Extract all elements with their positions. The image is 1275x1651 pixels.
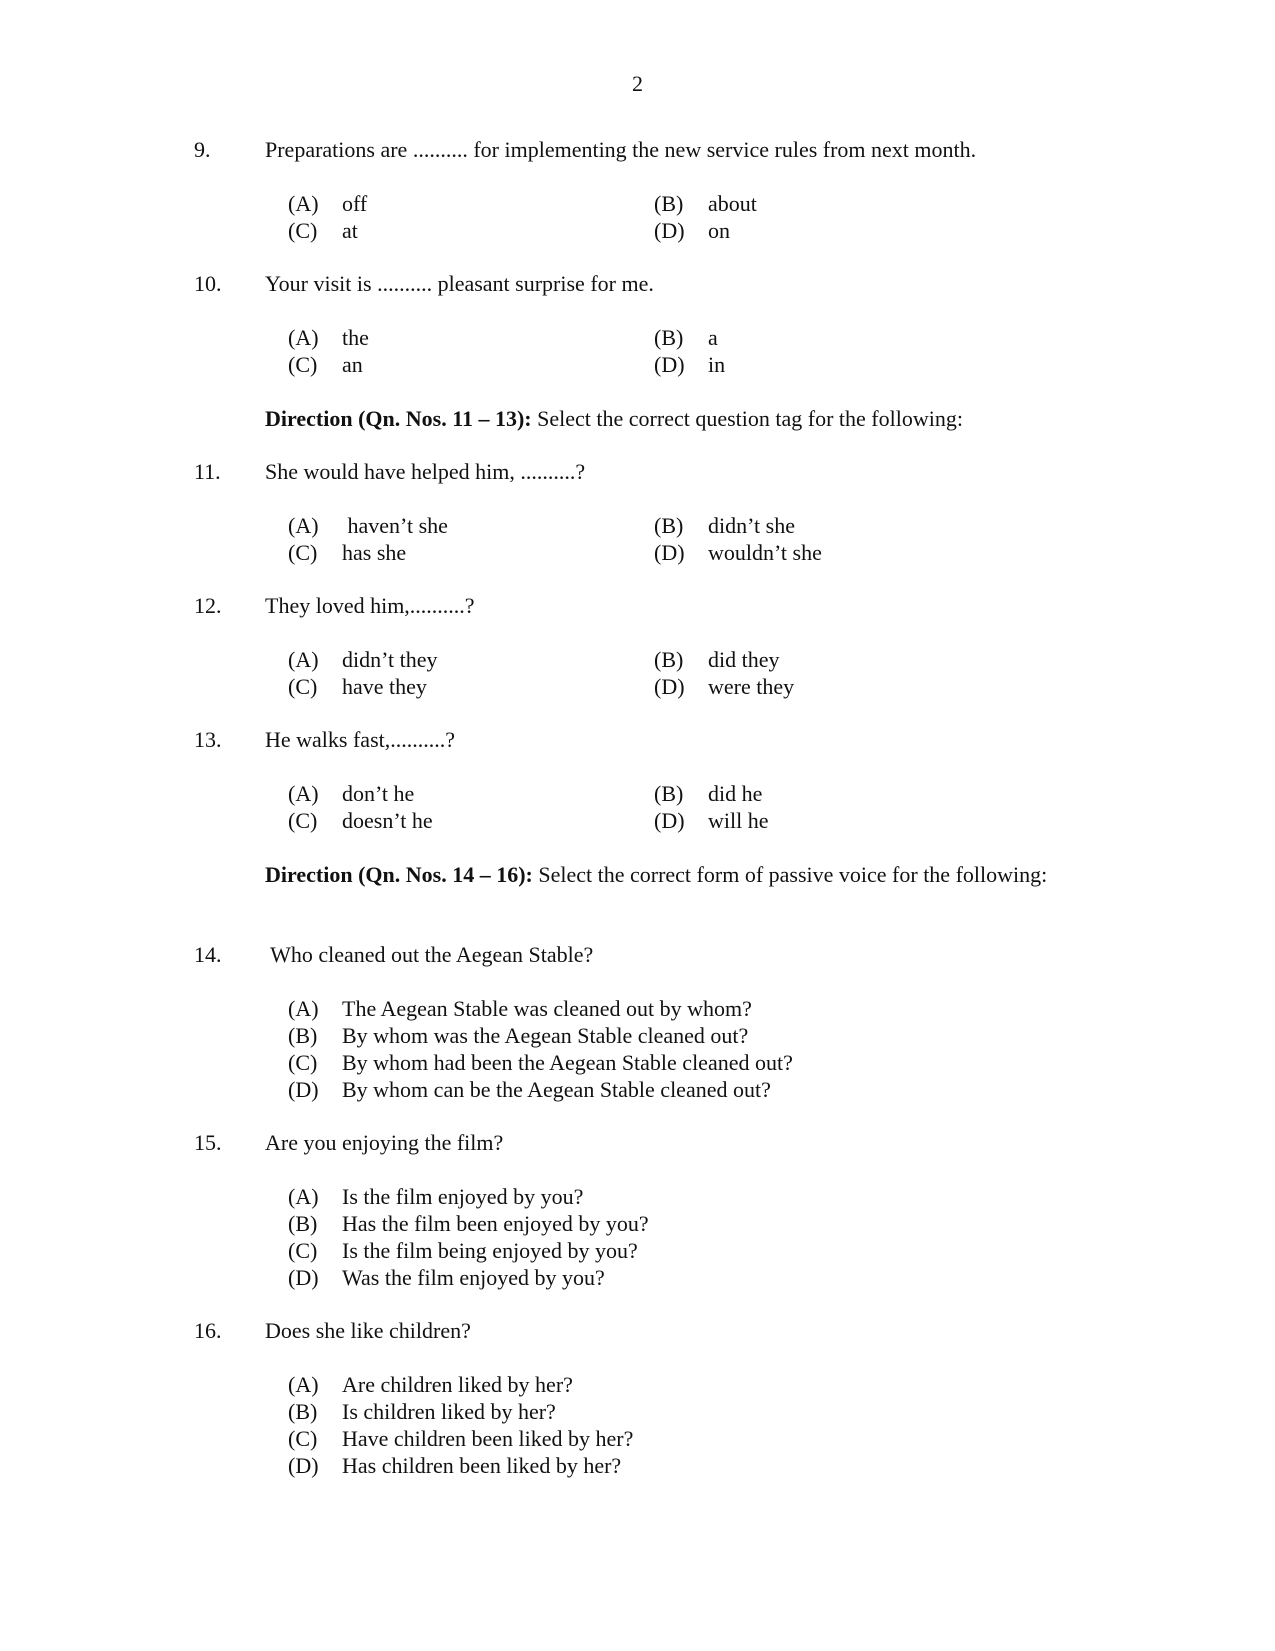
option-text: an bbox=[342, 352, 363, 377]
option-text: By whom can be the Aegean Stable cleaned out? bbox=[342, 1077, 771, 1102]
question-number: 14. bbox=[194, 942, 222, 967]
option-text: on bbox=[708, 218, 730, 243]
option-text: about bbox=[708, 191, 757, 216]
option-c bbox=[288, 807, 433, 834]
option-letter: (B) bbox=[654, 513, 684, 538]
question-text: Does she like children? bbox=[265, 1318, 471, 1343]
option-letter: (B) bbox=[654, 191, 684, 216]
direction-text: Select the correct form of passive voice for the following: bbox=[532, 862, 1048, 887]
option-letter: (A) bbox=[288, 647, 319, 672]
option-text: in bbox=[708, 352, 726, 377]
option-text: did they bbox=[708, 647, 780, 672]
option-letter: (D) bbox=[288, 1077, 319, 1102]
option-letter: (D) bbox=[288, 1265, 319, 1290]
question-text: Your visit is .......... pleasant surprise for me. bbox=[265, 271, 654, 296]
question-text: He walks fast,..........? bbox=[265, 727, 456, 752]
option-letter: (B) bbox=[288, 1211, 318, 1236]
direction-14-16 bbox=[265, 861, 1084, 888]
option-b bbox=[654, 324, 718, 351]
direction-11-13 bbox=[265, 405, 1084, 432]
option-b bbox=[654, 190, 757, 217]
option-text: did he bbox=[708, 781, 763, 806]
option-letter: (A) bbox=[288, 1372, 319, 1397]
option-a bbox=[288, 324, 369, 351]
option-b bbox=[654, 512, 795, 539]
direction-label: Direction (Qn. Nos. 11 – 13): bbox=[265, 406, 532, 431]
option-letter: (A) bbox=[288, 1184, 319, 1209]
option-a bbox=[288, 512, 448, 539]
option-letter: (B) bbox=[288, 1399, 318, 1424]
option-letter: (D) bbox=[654, 352, 685, 377]
option-a bbox=[288, 995, 752, 1022]
option-letter: (C) bbox=[288, 1050, 318, 1075]
question-number: 12. bbox=[194, 593, 222, 618]
option-letter: (D) bbox=[288, 1453, 319, 1478]
option-text: didn’t they bbox=[342, 647, 438, 672]
question-number: 15. bbox=[194, 1130, 222, 1155]
option-b bbox=[288, 1398, 556, 1425]
option-text: Has the film been enjoyed by you? bbox=[342, 1211, 649, 1236]
question-number: 11. bbox=[194, 459, 221, 484]
option-letter: (D) bbox=[654, 218, 685, 243]
question-text: Who cleaned out the Aegean Stable? bbox=[265, 942, 594, 967]
option-c bbox=[288, 1425, 633, 1452]
option-d bbox=[654, 673, 794, 700]
option-text: didn’t she bbox=[708, 513, 795, 538]
option-c bbox=[288, 539, 406, 566]
option-d bbox=[654, 217, 730, 244]
option-text: Have children been liked by her? bbox=[342, 1426, 634, 1451]
option-text: a bbox=[708, 325, 718, 350]
option-c bbox=[288, 1049, 793, 1076]
option-letter: (B) bbox=[288, 1023, 318, 1048]
option-text: will he bbox=[708, 808, 769, 833]
option-text: The Aegean Stable was cleaned out by whom? bbox=[342, 996, 752, 1021]
option-d bbox=[288, 1076, 771, 1103]
option-text: at bbox=[342, 218, 358, 243]
option-text: doesn’t he bbox=[342, 808, 433, 833]
question-text: Preparations are .......... for implementing the new service rules from next month. bbox=[265, 137, 977, 162]
option-text: Are children liked by her? bbox=[342, 1372, 573, 1397]
option-c bbox=[288, 673, 427, 700]
option-text: were they bbox=[708, 674, 795, 699]
option-text: has she bbox=[342, 540, 407, 565]
option-d bbox=[654, 807, 769, 834]
option-letter: (D) bbox=[654, 674, 685, 699]
option-text: haven’t she bbox=[342, 513, 448, 538]
option-a bbox=[288, 780, 414, 807]
option-d bbox=[288, 1264, 605, 1291]
option-b bbox=[654, 646, 780, 673]
direction-label: Direction (Qn. Nos. 14 – 16): bbox=[265, 862, 533, 887]
option-text: wouldn’t she bbox=[708, 540, 822, 565]
option-b bbox=[288, 1022, 748, 1049]
question-number: 13. bbox=[194, 727, 222, 752]
option-letter: (A) bbox=[288, 781, 319, 806]
option-letter: (D) bbox=[654, 808, 685, 833]
option-letter: (D) bbox=[654, 540, 685, 565]
option-letter: (B) bbox=[654, 781, 684, 806]
option-text: don’t he bbox=[342, 781, 415, 806]
option-d bbox=[288, 1452, 621, 1479]
question-number: 9. bbox=[194, 137, 211, 162]
option-a bbox=[288, 190, 367, 217]
option-letter: (A) bbox=[288, 191, 319, 216]
option-text: By whom had been the Aegean Stable cleaned out? bbox=[342, 1050, 793, 1075]
option-letter: (C) bbox=[288, 808, 318, 833]
option-text: the bbox=[342, 325, 369, 350]
option-text: Is the film being enjoyed by you? bbox=[342, 1238, 638, 1263]
option-a bbox=[288, 1183, 583, 1210]
option-letter: (C) bbox=[288, 1238, 318, 1263]
option-letter: (C) bbox=[288, 218, 318, 243]
option-letter: (C) bbox=[288, 1426, 318, 1451]
page-number: 2 bbox=[632, 71, 643, 96]
question-number: 16. bbox=[194, 1318, 222, 1343]
option-text: Is children liked by her? bbox=[342, 1399, 556, 1424]
option-text: off bbox=[342, 191, 368, 216]
option-text: have they bbox=[342, 674, 427, 699]
option-d bbox=[654, 539, 822, 566]
option-d bbox=[654, 351, 725, 378]
question-text: They loved him,..........? bbox=[265, 593, 475, 618]
option-letter: (A) bbox=[288, 513, 319, 538]
option-letter: (A) bbox=[288, 325, 319, 350]
option-text: Is the film enjoyed by you? bbox=[342, 1184, 584, 1209]
option-b bbox=[654, 780, 762, 807]
option-letter: (C) bbox=[288, 540, 318, 565]
option-text: Was the film enjoyed by you? bbox=[342, 1265, 605, 1290]
option-letter: (C) bbox=[288, 674, 318, 699]
option-b bbox=[288, 1210, 649, 1237]
option-letter: (B) bbox=[654, 325, 684, 350]
option-c bbox=[288, 1237, 638, 1264]
option-c bbox=[288, 217, 358, 244]
direction-text: Select the correct question tag for the following: bbox=[531, 406, 963, 431]
question-text: Are you enjoying the film? bbox=[265, 1130, 504, 1155]
option-a bbox=[288, 646, 438, 673]
question-number: 10. bbox=[194, 271, 222, 296]
option-c bbox=[288, 351, 363, 378]
option-letter: (C) bbox=[288, 352, 318, 377]
option-text: By whom was the Aegean Stable cleaned out? bbox=[342, 1023, 749, 1048]
option-letter: (A) bbox=[288, 996, 319, 1021]
option-a bbox=[288, 1371, 573, 1398]
question-text: She would have helped him, ..........? bbox=[265, 459, 586, 484]
option-text: Has children been liked by her? bbox=[342, 1453, 622, 1478]
option-letter: (B) bbox=[654, 647, 684, 672]
